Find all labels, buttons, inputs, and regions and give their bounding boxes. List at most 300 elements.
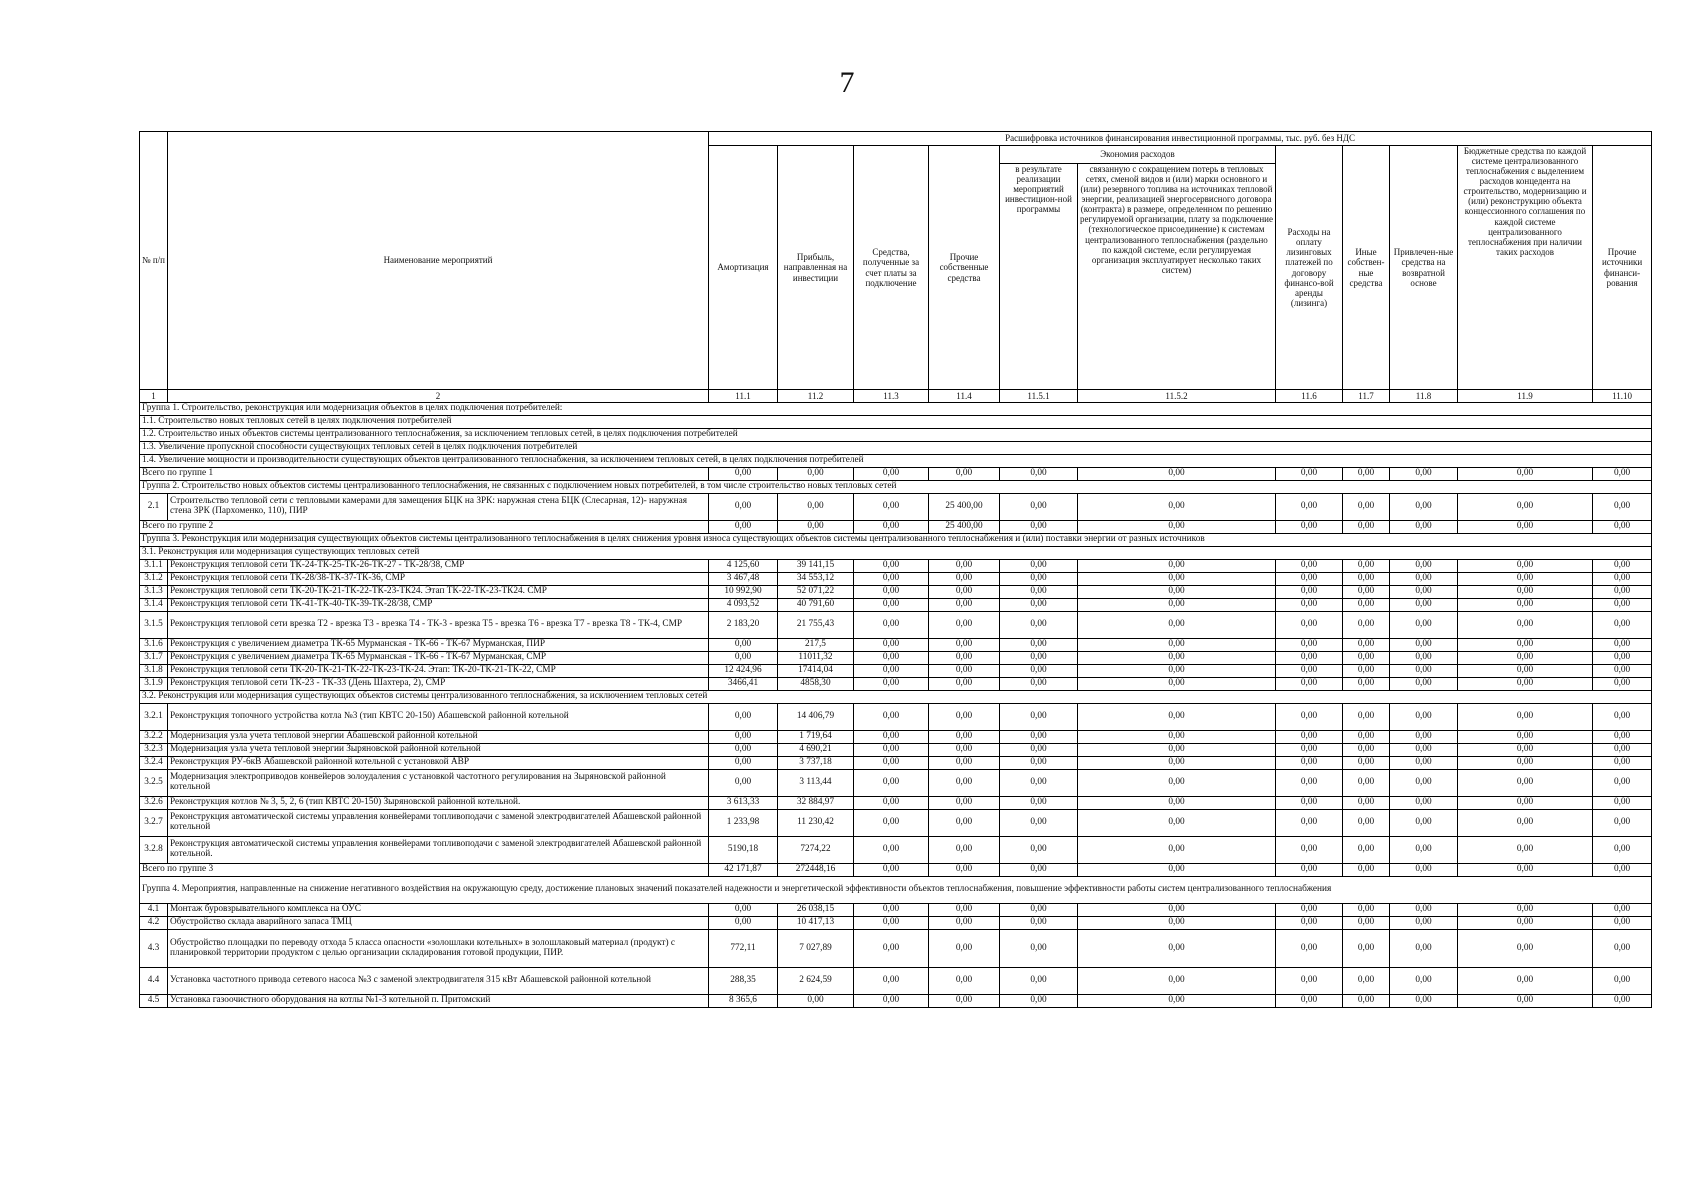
value-cell: 0,00 [1000,968,1078,995]
value-cell: 0,00 [1000,494,1078,521]
value-cell: 0,00 [929,810,1000,837]
value-cell: 0,00 [1000,837,1078,864]
value-cell: 0,00 [1343,652,1390,665]
value-cell: 0,00 [709,917,778,930]
value-cell: 0,00 [1343,599,1390,612]
value-cell: 0,00 [1593,744,1652,757]
table-row [140,744,1652,757]
row-number: 3.2.3 [140,744,168,757]
table-row [140,904,1652,917]
value-cell: 0,00 [929,757,1000,770]
group-heading-row [140,442,1652,455]
column-number: 11.5.2 [1078,390,1276,403]
value-cell: 0,00 [1458,930,1593,968]
value-cell: 0,00 [1078,612,1276,639]
value-cell: 0,00 [1593,904,1652,917]
group-heading: 1.4. Увеличение мощности и производительности существующих объектов централизованного теплоснабжения, за исключением тепловых сетей, в целях подключения потребителей [140,455,1652,468]
value-cell: 0,00 [1000,573,1078,586]
value-cell: 0,00 [1458,731,1593,744]
value-cell: 25 400,00 [929,494,1000,521]
value-cell: 0,00 [854,573,929,586]
value-cell: 0,00 [1000,864,1078,877]
value-cell: 0,00 [709,731,778,744]
value-cell: 0,00 [1458,652,1593,665]
value-cell: 7274,22 [778,837,854,864]
header-profit: Прибыль, направленная на инвестиции [778,146,854,390]
value-cell: 0,00 [1458,494,1593,521]
value-cell: 0,00 [929,560,1000,573]
value-cell: 0,00 [1343,995,1390,1008]
table-row [140,770,1652,797]
column-number: 2 [168,390,709,403]
value-cell: 272448,16 [778,864,854,877]
header-other-own-funds-2: Иные собствен-ные средства [1343,146,1390,390]
table-row [140,930,1652,968]
value-cell: 4858,30 [778,678,854,691]
value-cell: 0,00 [1000,810,1078,837]
header-savings-losses: связанную с сокращением потерь в тепловых сетях, сменой видов и (или) марки основного и (или) резервного топлива на источниках тепловой энергии, реализацией энергосервисного договора (контракта) в размере, определенном по решению регулируемой организации, плату за подключение (технологическое присоединение) к системам централизованного теплоснабжения (раздельно по каждой системе, если регулируемая организация эксплуатирует несколько таких систем) [1078,164,1276,390]
group-heading: Группа 2. Строительство новых объектов системы централизованного теплоснабжения, не связанных с подключением новых потребителей, в том числе строительство новых тепловых сетей [140,481,1652,494]
value-cell: 0,00 [929,864,1000,877]
value-cell: 0,00 [1593,573,1652,586]
activity-name: Обустройство площадки по переводу отхода 5 класса опасности «золошлаки котельных» в золошлаковый материал (продукт) с планировкой территории продуктом с целью организации складирования готовой продукции, ПИР. [168,930,709,968]
value-cell: 0,00 [1458,797,1593,810]
value-cell: 0,00 [1593,652,1652,665]
table-row [140,586,1652,599]
value-cell: 0,00 [709,757,778,770]
value-cell: 0,00 [1593,560,1652,573]
activity-name: Строительство тепловой сети с тепловыми камерами для замещения БЦК на ЗРК: наружная стена БЦК (Слесарная, 12)- наружная стена ЗРК (Пархоменко, 110), ПИР [168,494,709,521]
value-cell: 0,00 [854,744,929,757]
value-cell: 0,00 [1276,810,1343,837]
header-financing-title: Расшифровка источников финансирования инвестиционной программы, тыс. руб. без НДС [709,132,1652,146]
value-cell: 0,00 [1390,560,1458,573]
group-heading-row [140,403,1652,416]
value-cell: 0,00 [1078,652,1276,665]
row-number: 4.5 [140,995,168,1008]
value-cell: 0,00 [1276,704,1343,731]
page-number: 7 [839,66,855,99]
value-cell: 0,00 [854,757,929,770]
value-cell: 0,00 [929,744,1000,757]
value-cell: 0,00 [1593,837,1652,864]
value-cell: 0,00 [1390,904,1458,917]
value-cell: 0,00 [854,770,929,797]
value-cell: 0,00 [1078,797,1276,810]
value-cell: 0,00 [854,930,929,968]
value-cell: 0,00 [1078,704,1276,731]
value-cell: 0,00 [929,665,1000,678]
column-number: 11.3 [854,390,929,403]
value-cell: 52 071,22 [778,586,854,599]
row-number: 3.1.8 [140,665,168,678]
group-heading: Группа 1. Строительство, реконструкция или модернизация объектов в целях подключения потребителей: [140,403,1652,416]
value-cell: 0,00 [1276,652,1343,665]
value-cell: 0,00 [1593,704,1652,731]
value-cell: 0,00 [1078,573,1276,586]
value-cell: 0,00 [1276,757,1343,770]
value-cell: 0,00 [1390,757,1458,770]
investment-financing-table [139,131,1652,1008]
value-cell: 14 406,79 [778,704,854,731]
value-cell: 0,00 [1078,837,1276,864]
value-cell: 0,00 [1593,864,1652,877]
value-cell: 17414,04 [778,665,854,678]
value-cell: 0,00 [1000,995,1078,1008]
value-cell: 0,00 [709,468,778,481]
value-cell: 0,00 [1458,757,1593,770]
row-number: 3.1.5 [140,612,168,639]
table-row [140,968,1652,995]
activity-name: Реконструкция тепловой сети ТК-28/38-ТК-37-ТК-36, СМР [168,573,709,586]
value-cell: 0,00 [854,968,929,995]
value-cell: 0,00 [1458,995,1593,1008]
value-cell: 0,00 [854,704,929,731]
value-cell: 772,11 [709,930,778,968]
value-cell: 0,00 [1078,864,1276,877]
row-number: 4.4 [140,968,168,995]
value-cell: 0,00 [1078,917,1276,930]
value-cell: 0,00 [1343,494,1390,521]
value-cell: 0,00 [1000,744,1078,757]
value-cell: 0,00 [1000,917,1078,930]
value-cell: 0,00 [1078,757,1276,770]
table-row [140,917,1652,930]
value-cell: 0,00 [1593,678,1652,691]
value-cell: 0,00 [1458,917,1593,930]
value-cell: 0,00 [1593,731,1652,744]
value-cell: 0,00 [854,560,929,573]
value-cell: 0,00 [1078,468,1276,481]
value-cell: 0,00 [1343,917,1390,930]
row-number: 3.1.1 [140,560,168,573]
value-cell: 0,00 [1276,930,1343,968]
value-cell: 0,00 [1458,678,1593,691]
value-cell: 0,00 [709,770,778,797]
header-col-num: № п/п [140,132,168,390]
value-cell: 0,00 [929,586,1000,599]
value-cell: 0,00 [854,612,929,639]
group-total-row [140,521,1652,534]
value-cell: 0,00 [1343,757,1390,770]
value-cell: 0,00 [1343,837,1390,864]
value-cell: 0,00 [1343,770,1390,797]
value-cell: 0,00 [1343,744,1390,757]
value-cell: 0,00 [929,837,1000,864]
value-cell: 0,00 [1276,770,1343,797]
value-cell: 0,00 [1343,560,1390,573]
value-cell: 0,00 [1593,930,1652,968]
row-number: 4.2 [140,917,168,930]
value-cell: 0,00 [1390,917,1458,930]
column-number: 11.6 [1276,390,1343,403]
row-number: 3.2.8 [140,837,168,864]
value-cell: 0,00 [929,917,1000,930]
activity-name: Реконструкция РУ-6кВ Абашевской районной котельной с установкой АВР [168,757,709,770]
value-cell: 0,00 [1593,639,1652,652]
value-cell: 25 400,00 [929,521,1000,534]
row-number: 3.1.2 [140,573,168,586]
column-number: 11.9 [1458,390,1593,403]
value-cell: 0,00 [1593,917,1652,930]
header-savings-title: Экономия расходов [1000,146,1276,164]
value-cell: 0,00 [929,770,1000,797]
value-cell: 0,00 [929,639,1000,652]
value-cell: 11011,32 [778,652,854,665]
group-heading-row [140,429,1652,442]
value-cell: 0,00 [1078,995,1276,1008]
value-cell: 0,00 [1276,731,1343,744]
value-cell: 0,00 [1458,573,1593,586]
value-cell: 0,00 [1276,968,1343,995]
group-heading: 1.2. Строительство иных объектов системы централизованного теплоснабжения, за исключением тепловых сетей, в целях подключения потребителей [140,429,1652,442]
value-cell: 0,00 [1390,612,1458,639]
value-cell: 0,00 [1000,704,1078,731]
value-cell: 12 424,96 [709,665,778,678]
value-cell: 0,00 [1593,612,1652,639]
value-cell: 0,00 [1390,968,1458,995]
row-number: 3.1.6 [140,639,168,652]
value-cell: 21 755,43 [778,612,854,639]
value-cell: 0,00 [1276,917,1343,930]
value-cell: 0,00 [1000,797,1078,810]
value-cell: 0,00 [1343,930,1390,968]
value-cell: 0,00 [1458,864,1593,877]
value-cell: 0,00 [1000,468,1078,481]
value-cell: 0,00 [1343,904,1390,917]
value-cell: 0,00 [1078,810,1276,837]
value-cell: 0,00 [709,744,778,757]
value-cell: 0,00 [1390,731,1458,744]
header-connection-fee: Средства, полученные за счет платы за подключение [854,146,929,390]
value-cell: 0,00 [1343,678,1390,691]
table-row [140,599,1652,612]
row-number: 3.2.1 [140,704,168,731]
value-cell: 0,00 [854,639,929,652]
group-heading: 3.1. Реконструкция или модернизация существующих тепловых сетей [140,547,1652,560]
value-cell: 0,00 [1000,586,1078,599]
value-cell: 0,00 [1458,704,1593,731]
value-cell: 0,00 [1390,652,1458,665]
value-cell: 0,00 [929,731,1000,744]
value-cell: 0,00 [1593,521,1652,534]
value-cell: 0,00 [1593,995,1652,1008]
value-cell: 0,00 [854,904,929,917]
value-cell: 5190,18 [709,837,778,864]
value-cell: 0,00 [709,521,778,534]
value-cell: 1 233,98 [709,810,778,837]
value-cell: 288,35 [709,968,778,995]
table-row [140,797,1652,810]
total-label: Всего по группе 1 [140,468,709,481]
value-cell: 0,00 [778,468,854,481]
table-row [140,573,1652,586]
value-cell: 0,00 [1276,678,1343,691]
value-cell: 4 690,21 [778,744,854,757]
group-heading-row [140,877,1652,904]
row-number: 3.1.4 [140,599,168,612]
value-cell: 0,00 [1276,468,1343,481]
value-cell: 0,00 [1343,797,1390,810]
value-cell: 217,5 [778,639,854,652]
value-cell: 0,00 [1078,678,1276,691]
activity-name: Реконструкция с увеличением диаметра ТК-65 Мурманская - ТК-66 - ТК-67 Мурманская, СМР [168,652,709,665]
value-cell: 0,00 [1593,586,1652,599]
value-cell: 0,00 [1000,652,1078,665]
group-total-row [140,468,1652,481]
value-cell: 0,00 [1593,599,1652,612]
column-number: 11.4 [929,390,1000,403]
value-cell: 0,00 [929,652,1000,665]
value-cell: 0,00 [1458,744,1593,757]
value-cell: 0,00 [854,797,929,810]
value-cell: 0,00 [1078,904,1276,917]
value-cell: 42 171,87 [709,864,778,877]
value-cell: 39 141,15 [778,560,854,573]
table-row [140,731,1652,744]
value-cell: 0,00 [1458,810,1593,837]
group-heading: 1.1. Строительство новых тепловых сетей в целях подключения потребителей [140,416,1652,429]
value-cell: 0,00 [1593,797,1652,810]
table-row [140,639,1652,652]
value-cell: 0,00 [1390,995,1458,1008]
value-cell: 0,00 [1343,665,1390,678]
table-row [140,837,1652,864]
value-cell: 3 113,44 [778,770,854,797]
value-cell: 0,00 [1343,468,1390,481]
value-cell: 0,00 [1458,968,1593,995]
value-cell: 0,00 [854,917,929,930]
row-number: 4.3 [140,930,168,968]
value-cell: 0,00 [1390,837,1458,864]
value-cell: 0,00 [854,995,929,1008]
value-cell: 0,00 [1593,494,1652,521]
value-cell: 0,00 [1000,612,1078,639]
value-cell: 0,00 [929,904,1000,917]
value-cell: 0,00 [1458,560,1593,573]
value-cell: 0,00 [854,521,929,534]
value-cell: 0,00 [854,599,929,612]
value-cell: 0,00 [1390,744,1458,757]
value-cell: 0,00 [1276,665,1343,678]
value-cell: 0,00 [929,468,1000,481]
value-cell: 0,00 [854,665,929,678]
table-row [140,757,1652,770]
column-number: 11.2 [778,390,854,403]
value-cell: 0,00 [1458,837,1593,864]
total-label: Всего по группе 3 [140,864,709,877]
value-cell: 0,00 [1458,665,1593,678]
activity-name: Реконструкция топочного устройства котла №3 (тип КВТС 20-150) Абашевской районной котельной [168,704,709,731]
value-cell: 0,00 [1000,560,1078,573]
value-cell: 0,00 [1276,904,1343,917]
value-cell: 7 027,89 [778,930,854,968]
value-cell: 0,00 [1078,639,1276,652]
value-cell: 0,00 [929,968,1000,995]
activity-name: Реконструкция тепловой сети ТК-41-ТК-40-ТК-39-ТК-28/38, СМР [168,599,709,612]
value-cell: 0,00 [1078,930,1276,968]
activity-name: Монтаж буровзрывательного комплекса на ОУС [168,904,709,917]
value-cell: 0,00 [854,731,929,744]
header-other-sources: Прочие источники финанси-рования [1593,146,1652,390]
column-number: 11.5.1 [1000,390,1078,403]
value-cell: 0,00 [1078,968,1276,995]
value-cell: 0,00 [778,521,854,534]
value-cell: 0,00 [1078,731,1276,744]
value-cell: 0,00 [1000,599,1078,612]
value-cell: 0,00 [1000,770,1078,797]
value-cell: 0,00 [1390,468,1458,481]
value-cell: 0,00 [854,864,929,877]
activity-name: Реконструкция тепловой сети врезка Т2 - врезка Т3 - врезка Т4 - ТК-3 - врезка Т5 - врезка Т6 - врезка Т7 - врезка Т8 - ТК-4, СМР [168,612,709,639]
total-label: Всего по группе 2 [140,521,709,534]
value-cell: 0,00 [1390,586,1458,599]
row-number: 3.1.3 [140,586,168,599]
group-heading: 1.3. Увеличение пропускной способности существующих тепловых сетей в целях подключения потребителей [140,442,1652,455]
value-cell: 0,00 [1000,757,1078,770]
row-number: 3.2.2 [140,731,168,744]
value-cell: 0,00 [854,652,929,665]
value-cell: 0,00 [1593,770,1652,797]
value-cell: 11 230,42 [778,810,854,837]
activity-name: Реконструкция автоматической системы управления конвейерами топливоподачи с заменой электродвигателей Абашевской районной котельной. [168,837,709,864]
value-cell: 0,00 [1458,904,1593,917]
value-cell: 0,00 [1390,494,1458,521]
group-heading: Группа 3. Реконструкция или модернизация существующих объектов системы централизованного теплоснабжения в целях снижения уровня износа существующих объектов системы централизованного теплоснабжения и (или) поставки энергии от разных источников [140,534,1652,547]
value-cell: 4 093,52 [709,599,778,612]
header-budget-funds: Бюджетные средства по каждой системе централизованного теплоснабжения с выделением расходов концедента на строительство, модернизацию и (или) реконструкцию объекта концессионного соглашения по каждой системе централизованного теплоснабжения при наличии таких расходов [1458,146,1593,390]
column-number: 11.10 [1593,390,1652,403]
value-cell: 0,00 [709,704,778,731]
value-cell: 0,00 [929,678,1000,691]
table-body [140,403,1652,1008]
activity-name: Реконструкция тепловой сети ТК-24-ТК-25-ТК-26-ТК-27 - ТК-28/38, СМР [168,560,709,573]
value-cell: 0,00 [1343,639,1390,652]
value-cell: 0,00 [1390,864,1458,877]
value-cell: 0,00 [1390,797,1458,810]
column-number: 1 [140,390,168,403]
activity-name: Реконструкция тепловой сети ТК-20-ТК-21-ТК-22-ТК-23-ТК24. Этап ТК-22-ТК-23-ТК24. СМР [168,586,709,599]
value-cell: 0,00 [1078,586,1276,599]
value-cell: 0,00 [1000,930,1078,968]
value-cell: 4 125,60 [709,560,778,573]
value-cell: 0,00 [1000,521,1078,534]
header-savings-program: в результате реализации мероприятий инвестицион-ной программы [1000,164,1078,390]
value-cell: 0,00 [1343,573,1390,586]
value-cell: 0,00 [1276,586,1343,599]
header-leasing: Расходы на оплату лизинговых платежей по договору финансо-вой аренды (лизинга) [1276,146,1343,390]
table-row [140,810,1652,837]
row-number: 3.2.5 [140,770,168,797]
value-cell: 40 791,60 [778,599,854,612]
header-col-name: Наименование мероприятий [168,132,709,390]
value-cell: 26 038,15 [778,904,854,917]
table-row [140,678,1652,691]
value-cell: 0,00 [929,612,1000,639]
value-cell: 0,00 [1078,560,1276,573]
value-cell: 0,00 [1390,704,1458,731]
value-cell: 0,00 [1000,665,1078,678]
value-cell: 0,00 [1458,599,1593,612]
value-cell: 32 884,97 [778,797,854,810]
value-cell: 0,00 [1078,744,1276,757]
row-number: 2.1 [140,494,168,521]
group-total-row [140,864,1652,877]
value-cell: 2 624,59 [778,968,854,995]
value-cell: 0,00 [929,599,1000,612]
activity-name: Реконструкция тепловой сети ТК-20-ТК-21-ТК-22-ТК-23-ТК-24. Этап: ТК-20-ТК-21-ТК-22, СМР [168,665,709,678]
value-cell: 0,00 [1593,665,1652,678]
